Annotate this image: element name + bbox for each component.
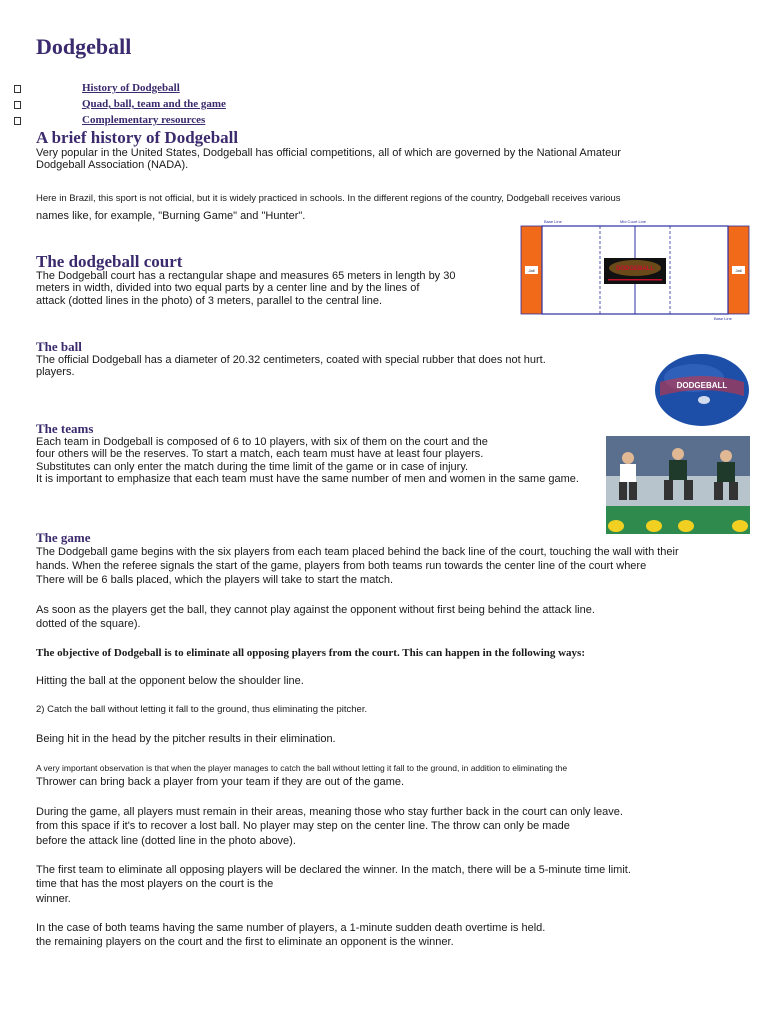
game-paragraph-2: As soon as the players get the ball, they cannot play against the opponent without first being behind the attack line. dotted of the square). <box>36 604 595 630</box>
game-paragraph-4: The first team to eliminate all opposing players will be declared the winner. In the match, there will be a 5-minute time limit. time that has the most players on the court is the winner. <box>36 864 631 905</box>
teams-paragraph: Each team in Dodgeball is composed of 6 to 10 players, with six of them on the court and the four others will be the reserves. To start a match, each team must have at least four players. Substitutes can only enter the match during the time limit of the game or in case of injury. It is important to emphasize that each team must have the same number of men and women in the same game. <box>36 436 579 486</box>
game-observation-small: A very important observation is that when the player manages to catch the ball without letting it fall to the ground, in addition to eliminating the <box>36 763 568 773</box>
game-observation: Thrower can bring back a player from your team if they are out of the game. <box>36 776 405 788</box>
base-line-top-label: Base Line <box>544 219 562 224</box>
base-line-bottom-label: Base Line <box>714 316 732 321</box>
logo-stripe <box>608 279 662 281</box>
ball-paragraph: The official Dodgeball has a diameter of 20.32 centimeters, coated with special rubber that does not hurt. players. <box>36 354 546 379</box>
court-paragraph: The Dodgeball court has a rectangular shape and measures 65 meters in length by 30 meters in width, divided into two equal parts by a center line and by the lines of attack (dotted lines in the photo) of 3 meters, parallel to the central line. <box>36 270 456 307</box>
players-photo <box>606 436 750 534</box>
game-paragraph-3: During the game, all players must remain in their areas, meaning those who stay further back in the court can only leave. from this space if it's to recover a lost ball. No player may step on the center line. The throw can only be made before the attack line (dotted line in the photo above). <box>36 806 623 847</box>
logo-text: DODGEBALL <box>616 266 654 272</box>
bullet-icon <box>14 117 21 125</box>
game-paragraph-5: In the case of both teams having the same number of players, a 1-minute sudden death overtime is held. the remaining players on the court and the first to eliminate an opponent is the winner. <box>36 922 546 949</box>
history-paragraph-2b: names like, for example, "Burning Game" and "Hunter". <box>36 210 306 222</box>
jail-left-label: Jail <box>528 268 535 273</box>
history-paragraph-1: Very popular in the United States, Dodgeball has official competitions, all of which are governed by the National Amateur Dodgeball Association (NADA). <box>36 147 621 172</box>
history-paragraph-2a: Here in Brazil, this sport is not official, but it is widely practiced in schools. In the different regions of the country, Dodgeball receives various <box>36 193 621 204</box>
teams-heading: The teams <box>36 421 94 436</box>
court-diagram <box>520 219 750 321</box>
game-way-2: 2) Catch the ball without letting it fall to the ground, thus eliminating the pitcher. <box>36 704 368 715</box>
ball-logo-text: DODGEBALL <box>676 381 728 390</box>
history-heading: A brief history of Dodgeball <box>36 128 239 147</box>
game-objective: The objective of Dodgeball is to eliminate all opposing players from the court. This can happen in the following ways: <box>36 647 586 659</box>
toc-link-resources[interactable]: Complementary resources <box>82 114 206 126</box>
bullet-icon <box>14 85 21 93</box>
game-way-3: Being hit in the head by the pitcher results in their elimination. <box>36 733 336 745</box>
dodgeball-image <box>654 352 750 428</box>
game-heading: The game <box>36 530 91 545</box>
mid-line-label: Mid Court Line <box>620 219 647 224</box>
game-paragraph-1: The Dodgeball game begins with the six players from each team placed behind the back line of the court, touching the wall with their hands. When the referee signals the start of the game, players from both teams run towards the center line of the court where There will be 6 balls placed, which the players will take to start the match. <box>36 546 679 586</box>
court-heading: The dodgeball court <box>36 252 183 271</box>
game-way-1: Hitting the ball at the opponent below the shoulder line. <box>36 675 304 687</box>
toc-link-history[interactable]: History of Dodgeball <box>82 82 180 94</box>
bullet-icon <box>14 101 21 109</box>
page-title: Dodgeball <box>36 34 132 59</box>
ball-heading: The ball <box>36 339 82 354</box>
jail-right-label: Jail <box>735 268 742 273</box>
toc-link-court[interactable]: Quad, ball, team and the game <box>82 98 226 110</box>
